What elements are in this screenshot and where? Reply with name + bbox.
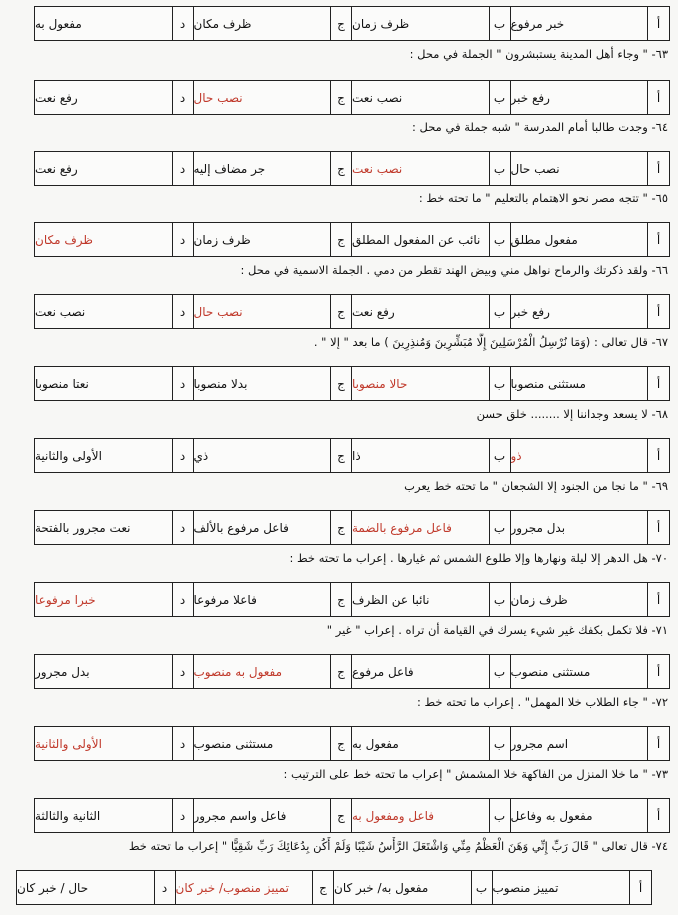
option-letter: د bbox=[172, 7, 194, 40]
option-letter: ج bbox=[330, 223, 352, 256]
answer-option[interactable] bbox=[35, 7, 194, 40]
option-text: رفع خبر bbox=[510, 90, 550, 105]
answer-option[interactable] bbox=[194, 223, 353, 256]
option-text: مفعول به bbox=[352, 736, 399, 751]
option-letter: ب bbox=[489, 511, 511, 544]
option-text: مفعول به منصوب bbox=[193, 664, 283, 679]
option-text: نصب حال bbox=[193, 90, 243, 105]
option-text: تمييز منصوب/ خبر كان bbox=[175, 880, 289, 895]
option-text: خبرا مرفوعا bbox=[35, 592, 96, 607]
option-text: نصب نعت bbox=[352, 161, 403, 176]
option-letter: ب bbox=[471, 871, 493, 904]
answer-option[interactable] bbox=[352, 7, 511, 40]
answer-option[interactable] bbox=[194, 152, 353, 185]
option-text: ظرف زمان bbox=[193, 232, 251, 247]
option-letter: أ bbox=[647, 655, 669, 688]
question-text: ٦٨- لا يسعد وجداننا إلا ........ خلق حسن bbox=[476, 407, 668, 421]
option-text: اسم مجرور bbox=[510, 736, 569, 751]
option-letter: أ bbox=[647, 7, 669, 40]
option-letter: ج bbox=[330, 81, 352, 114]
answer-row bbox=[16, 870, 652, 905]
option-letter: ج bbox=[330, 799, 352, 832]
answer-option[interactable] bbox=[352, 81, 511, 114]
answer-row bbox=[34, 582, 670, 617]
option-letter: ب bbox=[489, 152, 511, 185]
option-text: ظرف زمان bbox=[510, 592, 568, 607]
question-text: ٧٢- " جاء الطلاب خلا المهمل" . إعراب ما تحته خط : bbox=[416, 695, 668, 709]
answer-option[interactable] bbox=[511, 152, 670, 185]
option-letter: د bbox=[172, 583, 194, 616]
option-letter: ج bbox=[330, 583, 352, 616]
answer-row bbox=[34, 6, 670, 41]
answer-option[interactable] bbox=[511, 81, 670, 114]
answer-option[interactable] bbox=[35, 511, 194, 544]
option-letter: د bbox=[172, 295, 194, 328]
question-text: ٦٥- " تتجه مصر نحو الاهتمام بالتعليم " ما تحته خط : bbox=[418, 191, 668, 205]
option-letter: ج bbox=[312, 871, 334, 904]
answer-row bbox=[34, 510, 670, 545]
answer-option[interactable] bbox=[352, 727, 511, 760]
option-text: نائبا عن الظرف bbox=[352, 592, 430, 607]
question-text: ٧٠- هل الدهر إلا ليلة ونهارها وإلا طلوع الشمس ثم غيارها . إعراب ما تحته خط : bbox=[289, 551, 668, 565]
answer-row bbox=[34, 366, 670, 401]
option-letter: ب bbox=[489, 81, 511, 114]
answer-option[interactable] bbox=[35, 799, 194, 832]
question-text: ٦٦- ولقد ذكرتك والرماح نواهل مني وبيض الهند تقطر من دمي . الجملة الاسمية في محل : bbox=[240, 263, 668, 277]
question-text: ٦٤- وجدت طالبا أمام المدرسة " شبه جملة في محل : bbox=[412, 120, 668, 134]
answer-option[interactable] bbox=[35, 152, 194, 185]
answer-option[interactable] bbox=[352, 583, 511, 616]
question-text: ٧١- فلا تكمل بكفك غير شيء يسرك في القيامة أن تراه . إعراب " غير " bbox=[326, 623, 668, 637]
question-text: ٦٩- " ما نجا من الجنود إلا الشجعان " ما تحته خط يعرب bbox=[404, 479, 668, 493]
answer-option[interactable] bbox=[511, 7, 670, 40]
option-text: نصب حال bbox=[510, 161, 560, 176]
option-letter: ب bbox=[489, 223, 511, 256]
option-letter: أ bbox=[647, 439, 669, 472]
option-letter: ب bbox=[489, 655, 511, 688]
answer-option[interactable] bbox=[35, 295, 194, 328]
option-letter: د bbox=[172, 439, 194, 472]
option-letter: أ bbox=[647, 583, 669, 616]
answer-row bbox=[34, 798, 670, 833]
option-text: مستثنى منصوب bbox=[510, 664, 591, 679]
option-text: رفع نعت bbox=[35, 90, 78, 105]
option-letter: أ bbox=[647, 511, 669, 544]
answer-option[interactable] bbox=[511, 727, 670, 760]
option-text: فاعل مرفوع بالألف bbox=[193, 520, 289, 535]
option-letter: أ bbox=[647, 152, 669, 185]
option-text: الثانية والثالثة bbox=[35, 808, 101, 823]
answer-option[interactable] bbox=[511, 223, 670, 256]
answer-row bbox=[34, 726, 670, 761]
option-letter: د bbox=[172, 655, 194, 688]
option-letter: أ bbox=[629, 871, 651, 904]
question-text: ٦٣- " وجاء أهل المدينة يستبشرون " الجملة في محل : bbox=[409, 47, 668, 61]
option-letter: ج bbox=[330, 439, 352, 472]
option-text: نائب عن المفعول المطلق bbox=[352, 232, 481, 247]
answer-option[interactable] bbox=[352, 295, 511, 328]
option-letter: ب bbox=[489, 727, 511, 760]
option-text: فاعل ومفعول به bbox=[352, 808, 435, 823]
option-letter: د bbox=[172, 223, 194, 256]
option-text: مفعول به وفاعل bbox=[510, 808, 593, 823]
answer-option[interactable] bbox=[35, 727, 194, 760]
answer-option[interactable] bbox=[17, 871, 176, 904]
option-letter: ب bbox=[489, 799, 511, 832]
answer-option[interactable] bbox=[352, 223, 511, 256]
answer-row bbox=[34, 222, 670, 257]
answer-option[interactable] bbox=[511, 583, 670, 616]
option-text: جر مضاف إليه bbox=[193, 161, 266, 176]
answer-row bbox=[34, 294, 670, 329]
answer-option[interactable] bbox=[352, 152, 511, 185]
option-text: ذي bbox=[193, 448, 209, 463]
answer-option[interactable] bbox=[194, 583, 353, 616]
answer-option[interactable] bbox=[35, 583, 194, 616]
answer-option[interactable] bbox=[194, 81, 353, 114]
option-text: نصب نعت bbox=[35, 304, 86, 319]
option-text: مفعول مطلق bbox=[510, 232, 578, 247]
option-letter: ج bbox=[330, 367, 352, 400]
option-text: ذا bbox=[352, 448, 361, 463]
answer-option[interactable] bbox=[352, 511, 511, 544]
answer-option[interactable] bbox=[194, 439, 353, 472]
option-letter: د bbox=[172, 511, 194, 544]
option-letter: أ bbox=[647, 799, 669, 832]
option-text: فاعل مرفوع بالضمة bbox=[352, 520, 452, 535]
answer-option[interactable] bbox=[176, 871, 335, 904]
option-text: بدل مجرور bbox=[35, 664, 90, 679]
option-letter: ب bbox=[489, 7, 511, 40]
answer-option[interactable] bbox=[511, 655, 670, 688]
option-letter: ج bbox=[330, 511, 352, 544]
answer-option[interactable] bbox=[35, 367, 194, 400]
option-text: ظرف مكان bbox=[193, 16, 252, 31]
option-letter: ج bbox=[330, 655, 352, 688]
option-letter: ب bbox=[489, 367, 511, 400]
option-letter: ج bbox=[330, 295, 352, 328]
answer-option[interactable] bbox=[352, 439, 511, 472]
option-text: حال / خبر كان bbox=[17, 880, 89, 895]
option-letter: د bbox=[172, 152, 194, 185]
option-text: مستثنى منصوب bbox=[193, 736, 274, 751]
option-text: الأولى والثانية bbox=[35, 448, 102, 463]
option-text: بدل مجرور bbox=[510, 520, 566, 535]
answer-option[interactable] bbox=[511, 511, 670, 544]
option-text: ذو bbox=[510, 448, 522, 463]
option-letter: ب bbox=[489, 295, 511, 328]
answer-option[interactable] bbox=[334, 871, 493, 904]
option-letter: د bbox=[172, 799, 194, 832]
question-text: ٦٧- قال تعالى : (وَمَا نُرْسِلُ الْمُرْسَلِينَ إِلَّا مُبَشِّرِينَ وَمُنذِرِينَ ) ما بعد " إلا " . bbox=[313, 335, 668, 349]
option-letter: ج bbox=[330, 152, 352, 185]
answer-option[interactable] bbox=[194, 799, 353, 832]
option-text: نصب حال bbox=[193, 304, 243, 319]
option-text: رفع نعت bbox=[352, 304, 395, 319]
option-letter: أ bbox=[647, 223, 669, 256]
option-text: رفع خبر bbox=[510, 304, 550, 319]
answer-option[interactable] bbox=[35, 655, 194, 688]
option-text: فاعل واسم مجرور bbox=[193, 808, 287, 823]
answer-option[interactable] bbox=[352, 655, 511, 688]
option-text: نصب نعت bbox=[352, 90, 403, 105]
option-letter: ب bbox=[489, 439, 511, 472]
option-text: ظرف زمان bbox=[352, 16, 410, 31]
answer-option[interactable] bbox=[493, 871, 652, 904]
option-text: مفعول به/ خبر كان bbox=[334, 880, 429, 895]
option-text: حالا منصوبا bbox=[352, 376, 408, 391]
answer-option[interactable] bbox=[194, 655, 353, 688]
answer-option[interactable] bbox=[511, 799, 670, 832]
question-text: ٧٤- قال تعالى " قَالَ رَبِّ إِنِّي وَهَنَ الْعَظْمُ مِنِّي وَاشْتَعَلَ الرَّأْسُ شَيْبًا وَلَمْ أَكُن بِدُعَائِكَ رَبِّ شَقِيًّا " إعراب ما تحته خط bbox=[128, 839, 668, 853]
answer-option[interactable] bbox=[511, 295, 670, 328]
option-text: خبر مرفوع bbox=[510, 16, 565, 31]
answer-row bbox=[34, 151, 670, 186]
answer-option[interactable] bbox=[511, 367, 670, 400]
option-letter: أ bbox=[647, 295, 669, 328]
answer-option[interactable] bbox=[194, 367, 353, 400]
option-letter: د bbox=[172, 81, 194, 114]
option-text: ظرف مكان bbox=[35, 232, 93, 247]
option-letter: ج bbox=[330, 727, 352, 760]
answer-option[interactable] bbox=[352, 367, 511, 400]
answer-option[interactable] bbox=[194, 511, 353, 544]
answer-option[interactable] bbox=[35, 81, 194, 114]
option-letter: ج bbox=[330, 7, 352, 40]
answer-option[interactable] bbox=[35, 223, 194, 256]
option-text: نعت مجرور بالفتحة bbox=[35, 520, 131, 535]
answer-option[interactable] bbox=[35, 439, 194, 472]
option-text: بدلا منصوبا bbox=[193, 376, 248, 391]
option-letter: أ bbox=[647, 81, 669, 114]
answer-option[interactable] bbox=[194, 7, 353, 40]
option-text: تمييز منصوب bbox=[492, 880, 559, 895]
answer-option[interactable] bbox=[194, 295, 353, 328]
question-text: ٧٣- " ما خلا المنزل من الفاكهة خلا المشمش " إعراب ما تحته خط على الترتيب : bbox=[283, 767, 668, 781]
option-text: مستثنى منصوبا bbox=[510, 376, 586, 391]
answer-row bbox=[34, 438, 670, 473]
option-letter: أ bbox=[647, 367, 669, 400]
option-text: رفع نعت bbox=[35, 161, 78, 176]
option-text: مفعول به bbox=[35, 16, 82, 31]
answer-row bbox=[34, 654, 670, 689]
answer-option[interactable] bbox=[194, 727, 353, 760]
option-letter: د bbox=[172, 367, 194, 400]
option-text: فاعلا مرفوعا bbox=[193, 592, 257, 607]
option-letter: د bbox=[154, 871, 176, 904]
option-letter: ب bbox=[489, 583, 511, 616]
answer-option[interactable] bbox=[352, 799, 511, 832]
option-text: الأولى والثانية bbox=[35, 736, 102, 751]
option-text: فاعل مرفوع bbox=[352, 664, 414, 679]
answer-row bbox=[34, 80, 670, 115]
option-letter: أ bbox=[647, 727, 669, 760]
option-letter: د bbox=[172, 727, 194, 760]
answer-option[interactable] bbox=[511, 439, 670, 472]
option-text: نعتا منصوبا bbox=[35, 376, 89, 391]
